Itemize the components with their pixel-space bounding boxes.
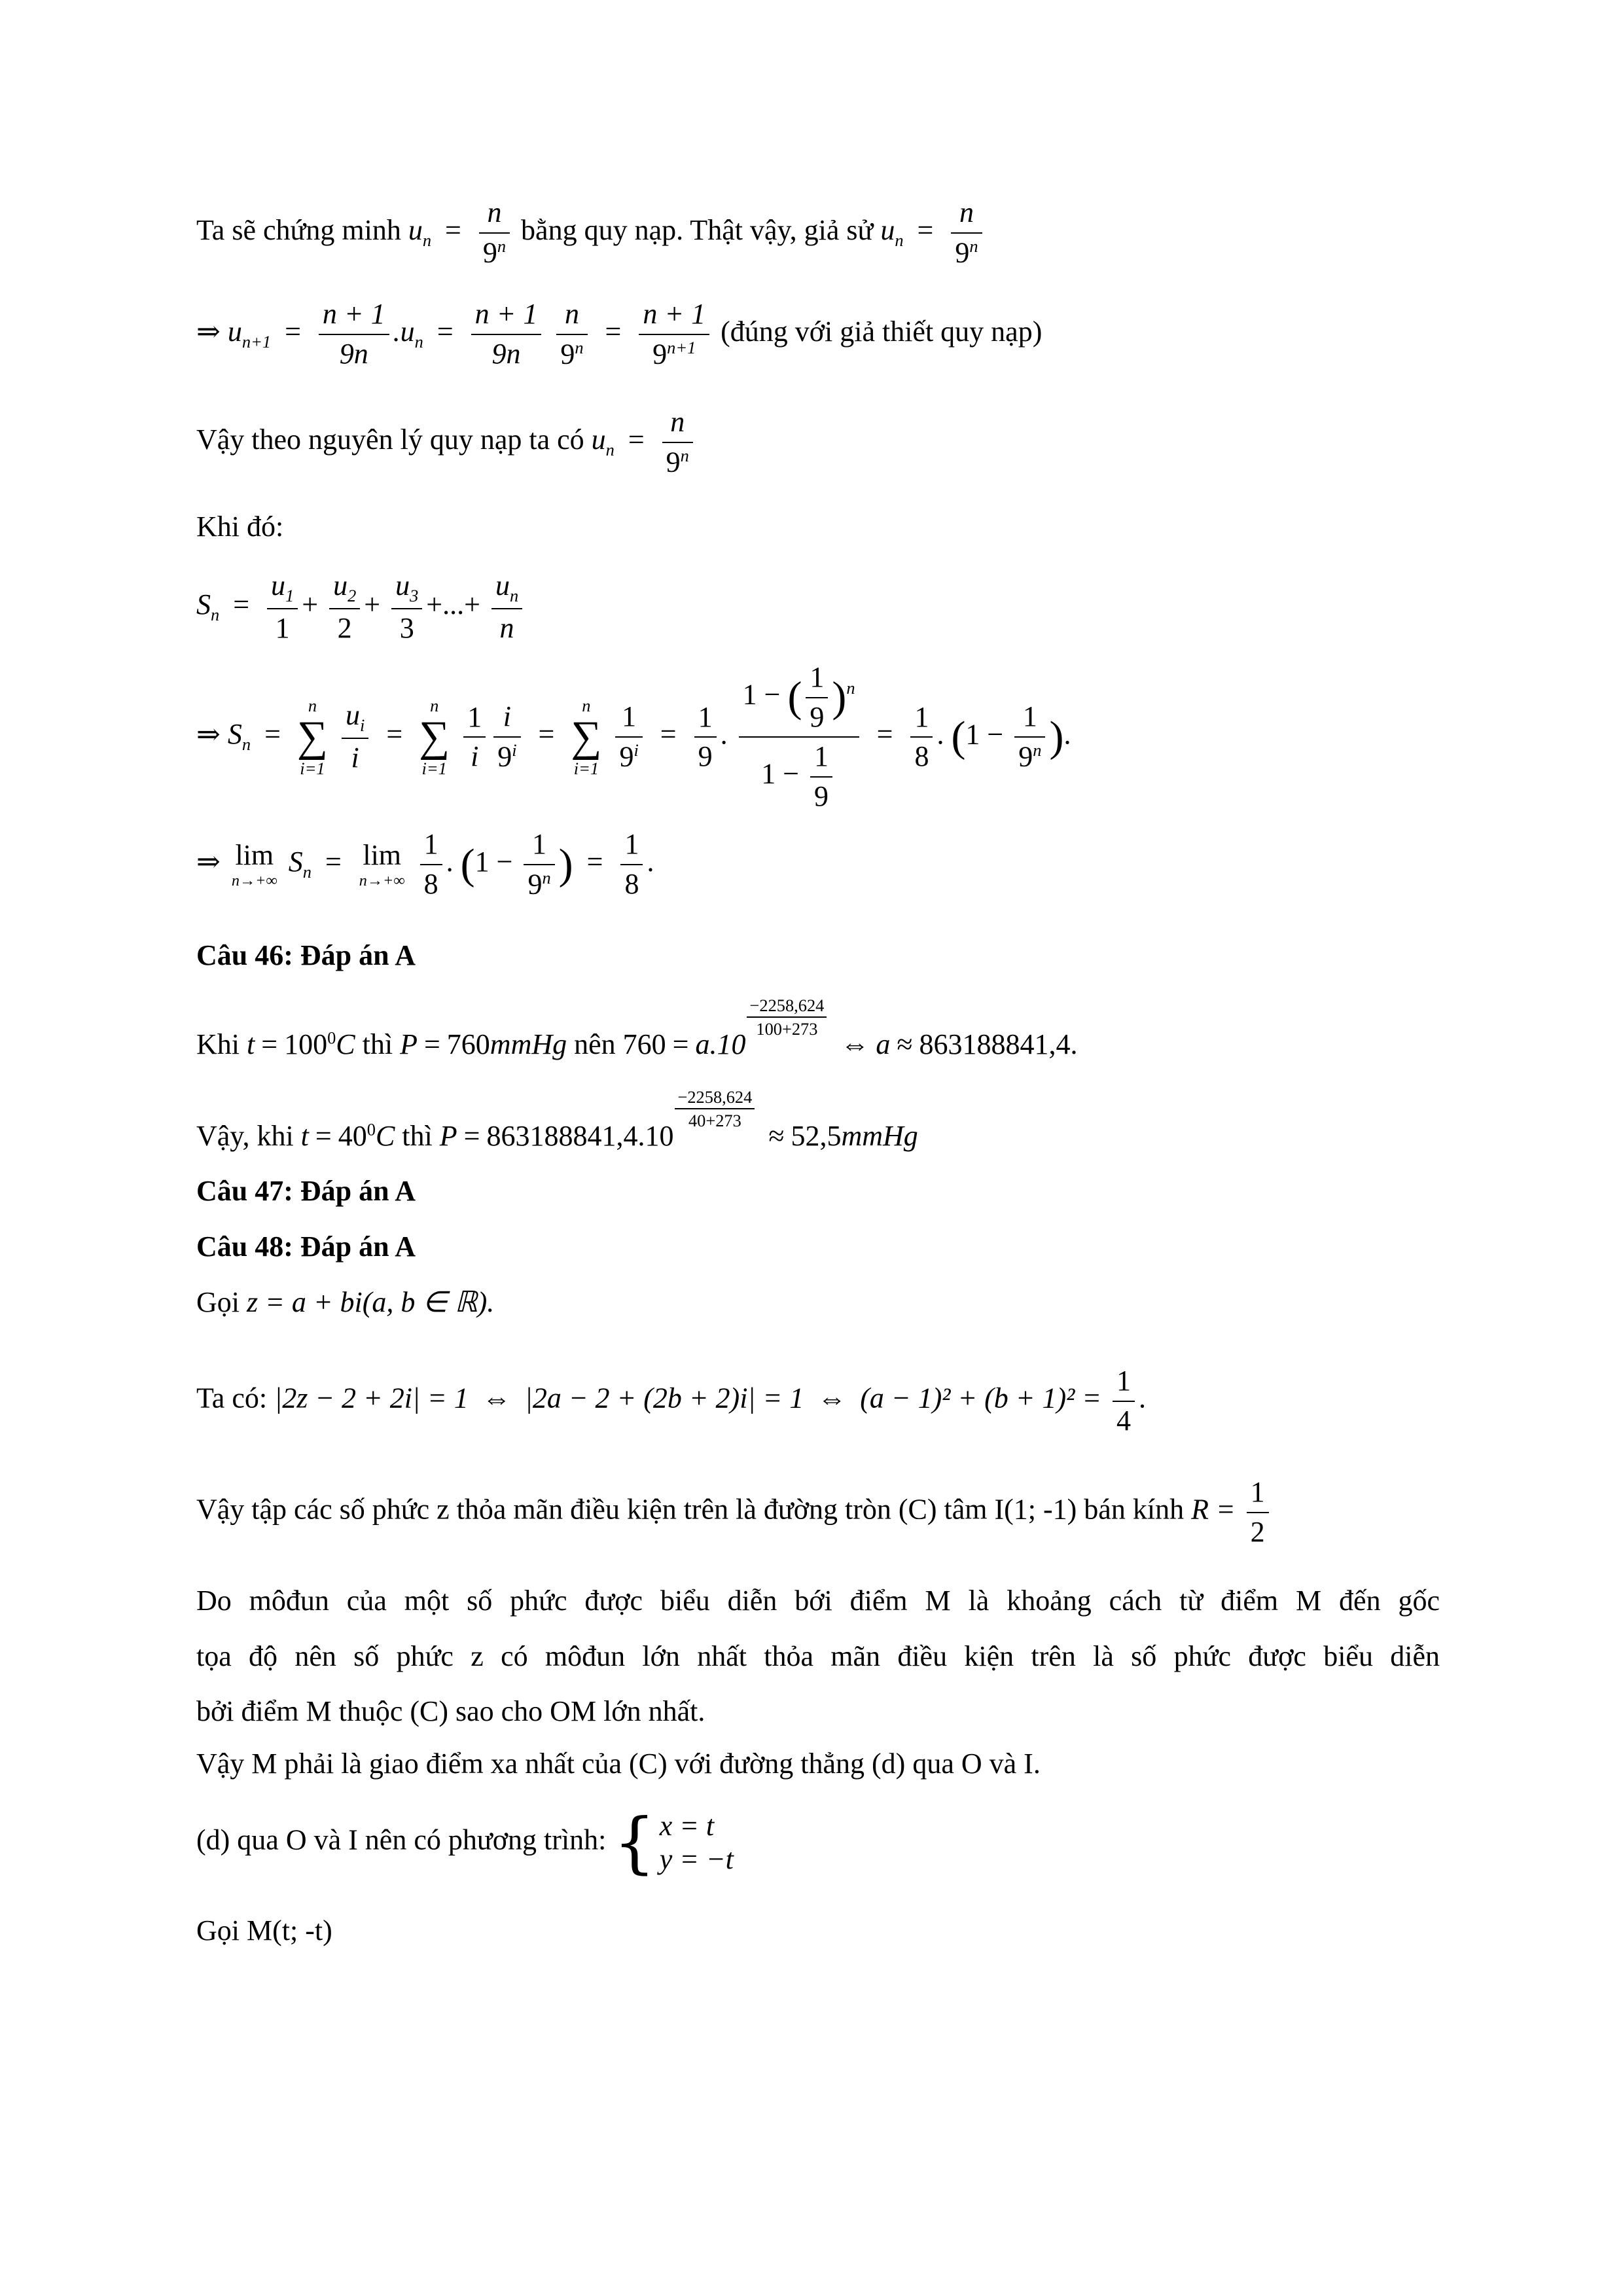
sum-symbol: n ∑ i=1: [419, 695, 450, 779]
fraction: $\frac{i}{9^i}$: [493, 700, 520, 774]
exponent-fraction: $\frac{-2258,624}{100+273}$: [747, 996, 827, 1039]
fraction: $\frac{n}{9^n}$: [479, 196, 510, 270]
line-4: [196, 511, 283, 544]
fraction: $\frac{n}{9^n}$: [951, 196, 982, 270]
exponent-fraction: $\frac{-2258,624}{40+273}$: [675, 1087, 755, 1131]
fraction: $\frac{n + 1}{9^{n+1}}$: [639, 298, 709, 371]
fraction: $\frac{1}{9^n}$: [1014, 700, 1045, 774]
line-10: Gọi z = a + bi(a, b ∈ ℝ).: [196, 1286, 495, 1318]
line-5: $S_n$ = $\frac{u_1}{1}$ + $\frac{u_2}{2}$ + $\frac{u_3}{3}$ +...+ $\frac{u_n}{n}$: [196, 569, 526, 645]
sum-symbol: n ∑ i=1: [296, 695, 328, 779]
text: Ta sẽ chứng minh: [196, 214, 401, 247]
line-12: Vậy tập các số phức z thỏa mãn điều kiện trên là đường tròn (C) tâm I(1; -1) bán kính R = $\frac{1}{2}$: [196, 1476, 1273, 1549]
line-8: Khi $t = 100^0C$ thì P = 760mmHg nên 760 = a.10 $\frac{-2258,624}{100+273}$ ⇔ a ≈ 863188841,4.: [196, 996, 1078, 1061]
fraction: $\frac{n}{9^n}$: [556, 298, 587, 371]
fraction: $\frac{u_i}{i}$: [342, 699, 368, 775]
paragraph-modulus-line-1: Do môđun của một số phức được biểu diễn bới điểm M là khoảng cách từ điểm M đến gốc: [196, 1585, 1440, 1617]
line-9: Vậy, khi $t = 40^0C$ thì P = 863188841,4.10 $\frac{-2258,624}{40+273}$ ≈ 52,5mmHg: [196, 1087, 918, 1153]
fraction: $\frac{1}{9}$: [694, 701, 717, 774]
line-11: Ta có: |2z − 2 + 2i| = 1 ⇔ |2a − 2 + (2b + 2)i| = 1 ⇔ (a − 1)² + (b + 1)² = $\frac{1}{4}$ .: [196, 1365, 1146, 1437]
line-16: Gọi M(t; -t): [196, 1914, 332, 1946]
limit: lim n→+∞: [231, 838, 277, 890]
note: (đúng với giả thiết quy nạp): [721, 315, 1043, 348]
math-u-n1: $u_{n+1}$: [227, 315, 272, 351]
fraction: $\frac{n}{9^n}$: [662, 406, 693, 479]
equals: =: [917, 214, 934, 247]
brace: {: [613, 1804, 656, 1881]
line-1: [196, 196, 986, 270]
fraction: $\frac{u_1}{1}$: [267, 569, 298, 645]
fraction: $\frac{u_n}{n}$: [491, 569, 522, 645]
fraction: $\frac{n + 1}{9n}$: [471, 298, 542, 370]
fraction: $\frac{1}{2}$: [1247, 1476, 1269, 1549]
heading-cau-46: Câu 46: Đáp án A: [196, 939, 416, 971]
paragraph-modulus-line-2: tọa độ nên số phức z có môđun lớn nhất thỏa mãn điều kiện trên là số phức được biểu diễn: [196, 1640, 1440, 1672]
fraction: $\frac{n + 1}{9n}$: [319, 298, 389, 370]
math-S: $S_n$: [196, 588, 220, 624]
heading-cau-47: Câu 47: Đáp án A: [196, 1175, 416, 1207]
fraction: $\frac{1}{4}$: [1113, 1365, 1135, 1437]
fraction: $\frac{1}{9^n}$: [524, 828, 554, 901]
fraction: $\frac{1}{9^i}$: [615, 700, 642, 774]
text: Vậy theo nguyên lý quy nạp ta có: [196, 423, 584, 456]
system-of-equations: x = t y = −t: [659, 1810, 734, 1875]
limit: lim n→+∞: [359, 838, 405, 890]
paragraph-modulus-line-3: bởi điểm M thuộc (C) sao cho OM lớn nhất.: [196, 1695, 705, 1727]
fraction: 1 − ( $\frac{1}{9}$ )$^n$ 1 − $\frac{1}{9}$: [739, 661, 859, 813]
equals: =: [445, 214, 461, 247]
line-2: ⇒ $u_{n+1}$ = $\frac{n + 1}{9n}$ $.u_n$ = $\frac{n + 1}{9n}$ $\frac{n}{9^n}$ = $\frac{n + 1}{9^{n+1}}$ (đúng với giả thiết quy nạp): [196, 298, 1043, 370]
fraction: $\frac{1}{8}$: [420, 828, 442, 901]
heading-cau-48: Câu 48: Đáp án A: [196, 1230, 416, 1263]
implies-symbol: ⇒: [196, 315, 221, 348]
math-u: $u_n$: [408, 214, 432, 250]
fraction: $\frac{1}{8}$: [620, 828, 643, 901]
math-u: $u_n$: [880, 214, 904, 250]
line-14: Vậy M phải là giao điểm xa nhất của (C) với đường thẳng (d) qua O và I.: [196, 1748, 1041, 1780]
math-u: $.u_n$: [393, 315, 423, 351]
sum-symbol: n ∑ i=1: [571, 695, 602, 779]
fraction: $\frac{1}{8}$: [910, 701, 933, 774]
fraction: $\frac{1}{i}$: [463, 701, 486, 774]
line-15: (d) qua O và I nên có phương trình: { x = t y = −t: [196, 1804, 734, 1881]
text: Khi đó:: [196, 511, 284, 543]
fraction: $\frac{u_2}{2}$: [329, 569, 360, 645]
line-3: Vậy theo nguyên lý quy nạp ta có $u_n$ = $\frac{n}{9^n}$: [196, 406, 697, 479]
line-6: ⇒ $S_n$ = n ∑ i=1 $\frac{u_i}{i}$ = n ∑ i=1 $\frac{1}{i}$ $\frac{i}{9^i}$ = n ∑ i=1 $\frac{1}{9^i}$ = $\frac{1}{9}$ . 1 − ( $\frac{1}{9}$ )$^n$ 1 − $\frac{1}{9}$ = $\frac{1}{8}$ . (1 − $\frac{1}{9^n}$ ).: [196, 661, 1071, 812]
fraction: $\frac{u_3}{3}$: [391, 569, 422, 645]
line-7: ⇒ lim n→+∞ $S_n$ = lim n→+∞ $\frac{1}{8}$ . (1 − $\frac{1}{9^n}$ ) = $\frac{1}{8}$ .: [196, 828, 654, 901]
text: bằng quy nạp. Thật vậy, giả sử: [521, 214, 874, 247]
